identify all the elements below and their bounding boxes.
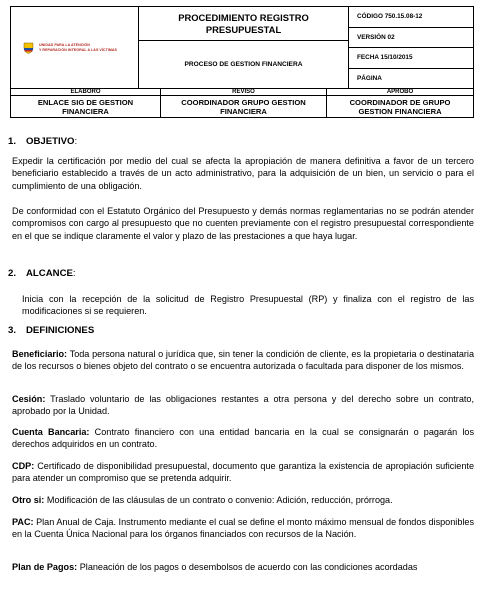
section-colon: : (72, 268, 76, 279)
section-title: DEFINICIONES (26, 325, 95, 336)
definition-text: Modificación de las cláusulas de un contrato o convenio: Adición, reducción, prórroga. (44, 495, 393, 505)
objetivo-paragraph-2: De conformidad con el Estatuto Orgánico del Presupuesto y demás normas reglamentarias no se podrán atender compromisos con cargo al presupuesto que no cuenten previamente con el registro presupuestal correspondiente en el que se indique claramente el valor y plazo de las prestaciones a que haya lugar. (12, 206, 474, 241)
section-number: 1. (8, 136, 17, 147)
document-date: FECHA 15/10/2015 (349, 47, 473, 68)
document-header (10, 6, 474, 118)
elaboro-value: ENLACE SIG DE GESTION FINANCIERA (11, 96, 161, 117)
definition-term: Beneficiario: (12, 349, 68, 359)
definition-text: Certificado de disponibilidad presupuestal, documento que garantiza la existencia de apropiación suficiente para atender un compromiso que se pretenda adquirir. (12, 461, 474, 484)
definition-item (12, 516, 474, 541)
reviso-label: REVISO (161, 89, 327, 95)
definition-text: Toda persona natural o jurídica que, sin tener la condición de cliente, es la propietaria o destinataria de los recursos o bienes objeto del contrato o se encuentra autorizada o facultada para disponer de los mismos. (12, 349, 474, 372)
section-number: 2. (8, 268, 17, 279)
definition-item (12, 460, 474, 485)
logo-cell (11, 7, 139, 88)
reviso-value: COORDINADOR GRUPO GESTION FINANCIERA (161, 96, 327, 117)
definition-text: Planeación de los pagos o desembolsos de acuerdo con las condiciones acordadas (77, 562, 418, 572)
definition-item (12, 426, 474, 451)
signature-labels-row (11, 89, 473, 96)
alcance-paragraph: Inicia con la recepción de la solicitud de Registro Presupuestal (RP) y finaliza con el registro de las modificaciones si se requieren. (22, 294, 474, 317)
definition-text: Contrato financiero con una entidad bancaria en la cual se consignarán o pagarán los derechos adquiridos en un contrato. (12, 427, 474, 450)
definition-item (12, 393, 474, 418)
definition-term: Cesión: (12, 394, 46, 404)
section-heading-definiciones (8, 325, 94, 336)
document-title: PROCEDIMIENTO REGISTRO PRESUPUESTAL (139, 7, 348, 41)
definition-text: Plan Anual de Caja. Instrumento mediante el cual se define el monto máximo mensual de fondos disponibles en la Cuenta Única Nacional para los órganos financiados con recursos de la Nación. (12, 517, 474, 540)
coat-of-arms-icon (23, 42, 34, 54)
definition-term: Cuenta Bancaria: (12, 427, 90, 437)
logo-text-line-1: UNIDAD PARA LA ATENCIÓN (39, 42, 90, 47)
definition-term: PAC: (12, 517, 34, 527)
document-info-cell (349, 7, 473, 88)
section-title: ALCANCE (26, 268, 73, 279)
aprobo-label: APROBO (386, 89, 414, 95)
definition-item (12, 494, 474, 506)
logo-text-line-2: Y REPARACIÓN INTEGRAL A LAS VÍCTIMAS (39, 47, 118, 52)
aprobo-value: COORDINADOR DE GRUPO GESTION FINANCIERA (349, 97, 451, 116)
signature-values-row (11, 96, 473, 117)
definition-item (12, 561, 474, 573)
section-heading-alcance (8, 268, 76, 279)
definition-term: Plan de Pagos: (12, 562, 78, 572)
document-version: VERSIÓN 02 (349, 27, 473, 48)
definition-term: CDP: (12, 461, 35, 471)
logo-text (39, 43, 117, 53)
document-page: PÁGINA (349, 68, 473, 89)
section-number: 3. (8, 325, 17, 336)
title-cell (139, 7, 349, 88)
definition-term: Otro si: (12, 495, 45, 505)
section-heading-objetivo (8, 136, 77, 147)
definition-item (12, 348, 474, 373)
objetivo-paragraph-1: Expedir la certificación por medio del cual se afecta la apropiación de manera definitiva a favor de un tercero beneficiario establecido a través de un acto administrativo, para la adquisición de un bien, un servicio o para el cumplimiento de una obligación. (12, 156, 474, 191)
elaboro-label: ELABORO (11, 89, 161, 95)
header-top-row (11, 7, 473, 89)
definition-text: Traslado voluntario de las obligaciones restantes a otra persona y del derecho sobre un contrato, aprobado por la Unidad. (12, 394, 474, 417)
document-code: CÓDIGO 750.15.08-12 (357, 13, 423, 21)
section-title: OBJETIVO (26, 136, 75, 147)
process-name: PROCESO DE GESTION FINANCIERA (184, 61, 303, 68)
section-colon: : (74, 136, 78, 147)
